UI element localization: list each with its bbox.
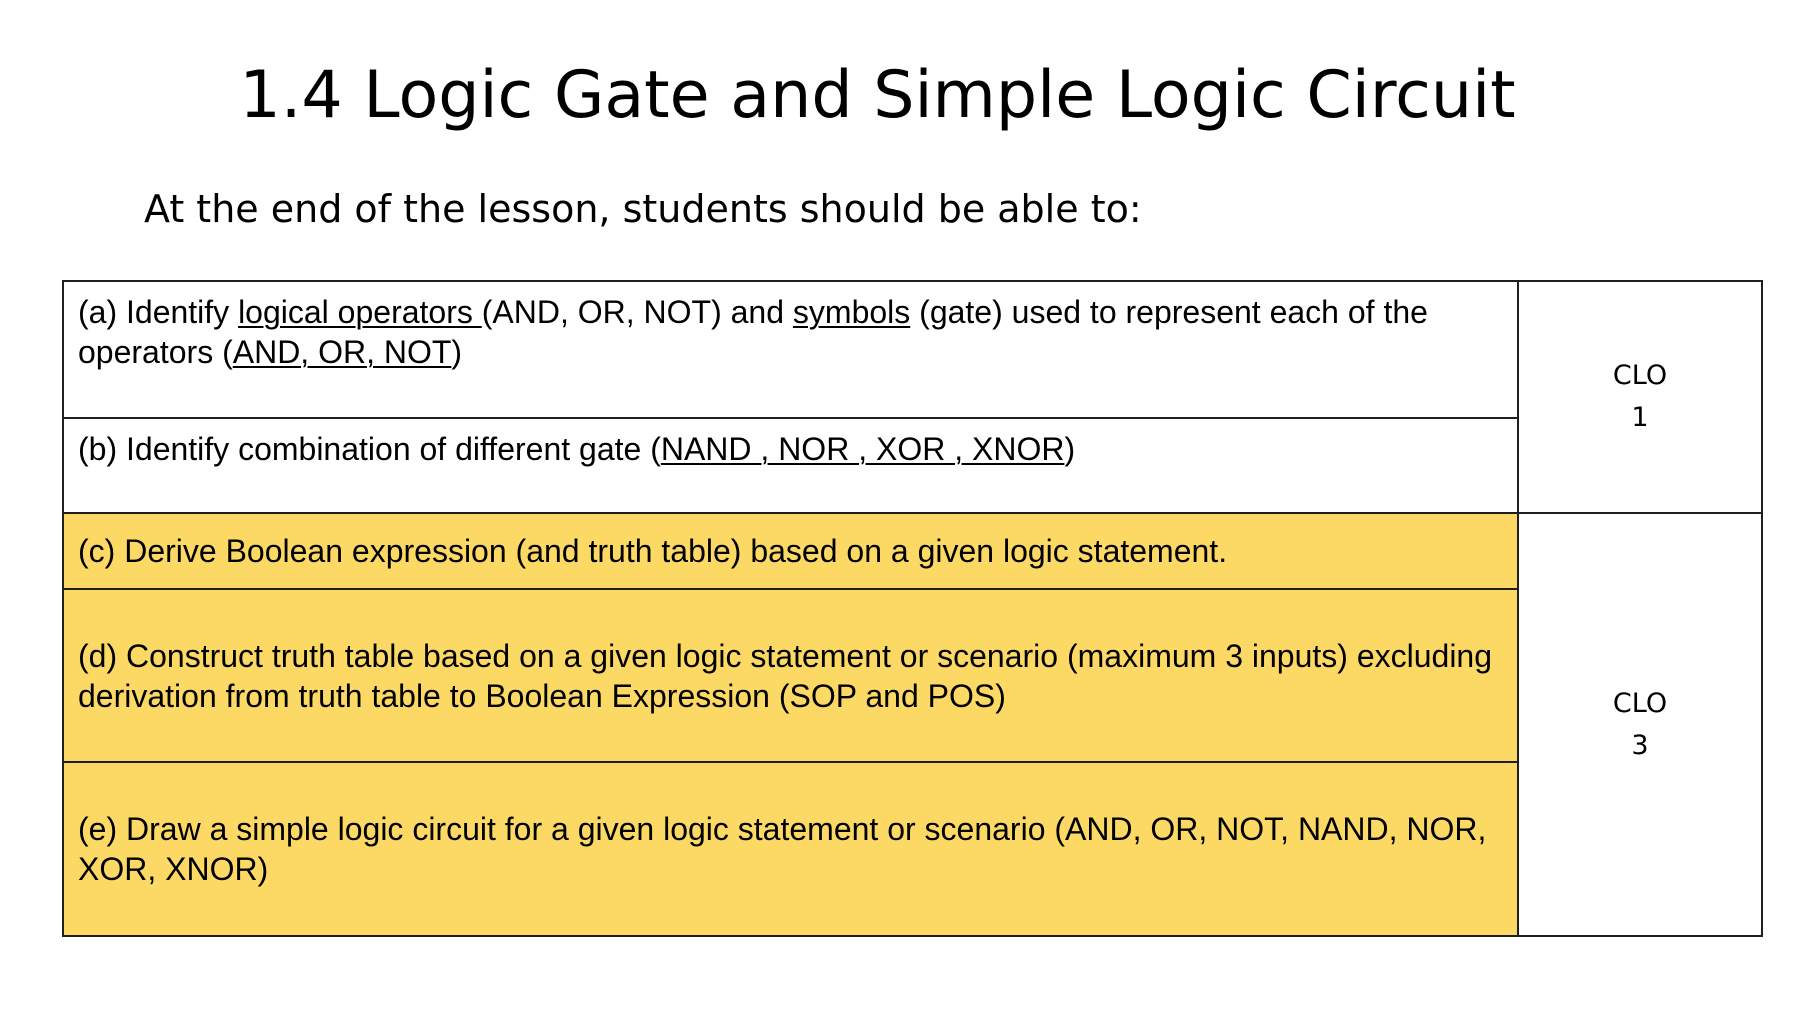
- objective-a-mid1: (AND, OR, NOT) and: [481, 294, 793, 330]
- objective-a-operators-list: AND, OR, NOT: [232, 334, 452, 370]
- objective-a-suffix: ): [451, 334, 463, 370]
- slide-subtitle: At the end of the lesson, students should be able to:: [144, 187, 1142, 231]
- clo-1-number: 1: [1631, 402, 1649, 433]
- clo-3-label: CLO: [1612, 687, 1668, 719]
- table-row: [63, 762, 1762, 936]
- table-row: [63, 513, 1762, 589]
- objective-b-prefix: (b) Identify combination of different gate (: [78, 431, 661, 467]
- objective-a-logical-operators: logical operators: [238, 294, 482, 330]
- clo-1-cell: [1518, 281, 1762, 513]
- objective-a-mid2: (gate) used to represent each of the operators (: [78, 294, 1428, 370]
- objective-b: [63, 418, 1518, 513]
- clo-1-label: CLO: [1612, 360, 1668, 391]
- objective-c: (c) Derive Boolean expression (and truth table) based on a given logic statement.: [63, 513, 1518, 589]
- objective-d: (d) Construct truth table based on a given logic statement or scenario (maximum 3 inputs) excluding derivation from truth table to Boolean Expression (SOP and POS): [63, 589, 1518, 762]
- table-row: [63, 418, 1762, 513]
- clo-3-number: 3: [1631, 729, 1649, 761]
- objective-a: [63, 281, 1518, 418]
- objective-b-suffix: ): [1064, 431, 1076, 467]
- clo-3-cell: [1518, 513, 1762, 936]
- objective-a-prefix: (a) Identify: [78, 294, 239, 330]
- objectives-table: [62, 280, 1763, 937]
- objective-a-symbols: symbols: [792, 294, 911, 330]
- table-row: [63, 281, 1762, 418]
- objective-b-gates: NAND , NOR , XOR , XNOR: [660, 431, 1065, 467]
- slide-title: 1.4 Logic Gate and Simple Logic Circuit: [239, 58, 1516, 133]
- table-row: [63, 589, 1762, 762]
- objective-e: (e) Draw a simple logic circuit for a given logic statement or scenario (AND, OR, NOT, NAND, NOR, XOR, XNOR): [63, 762, 1518, 936]
